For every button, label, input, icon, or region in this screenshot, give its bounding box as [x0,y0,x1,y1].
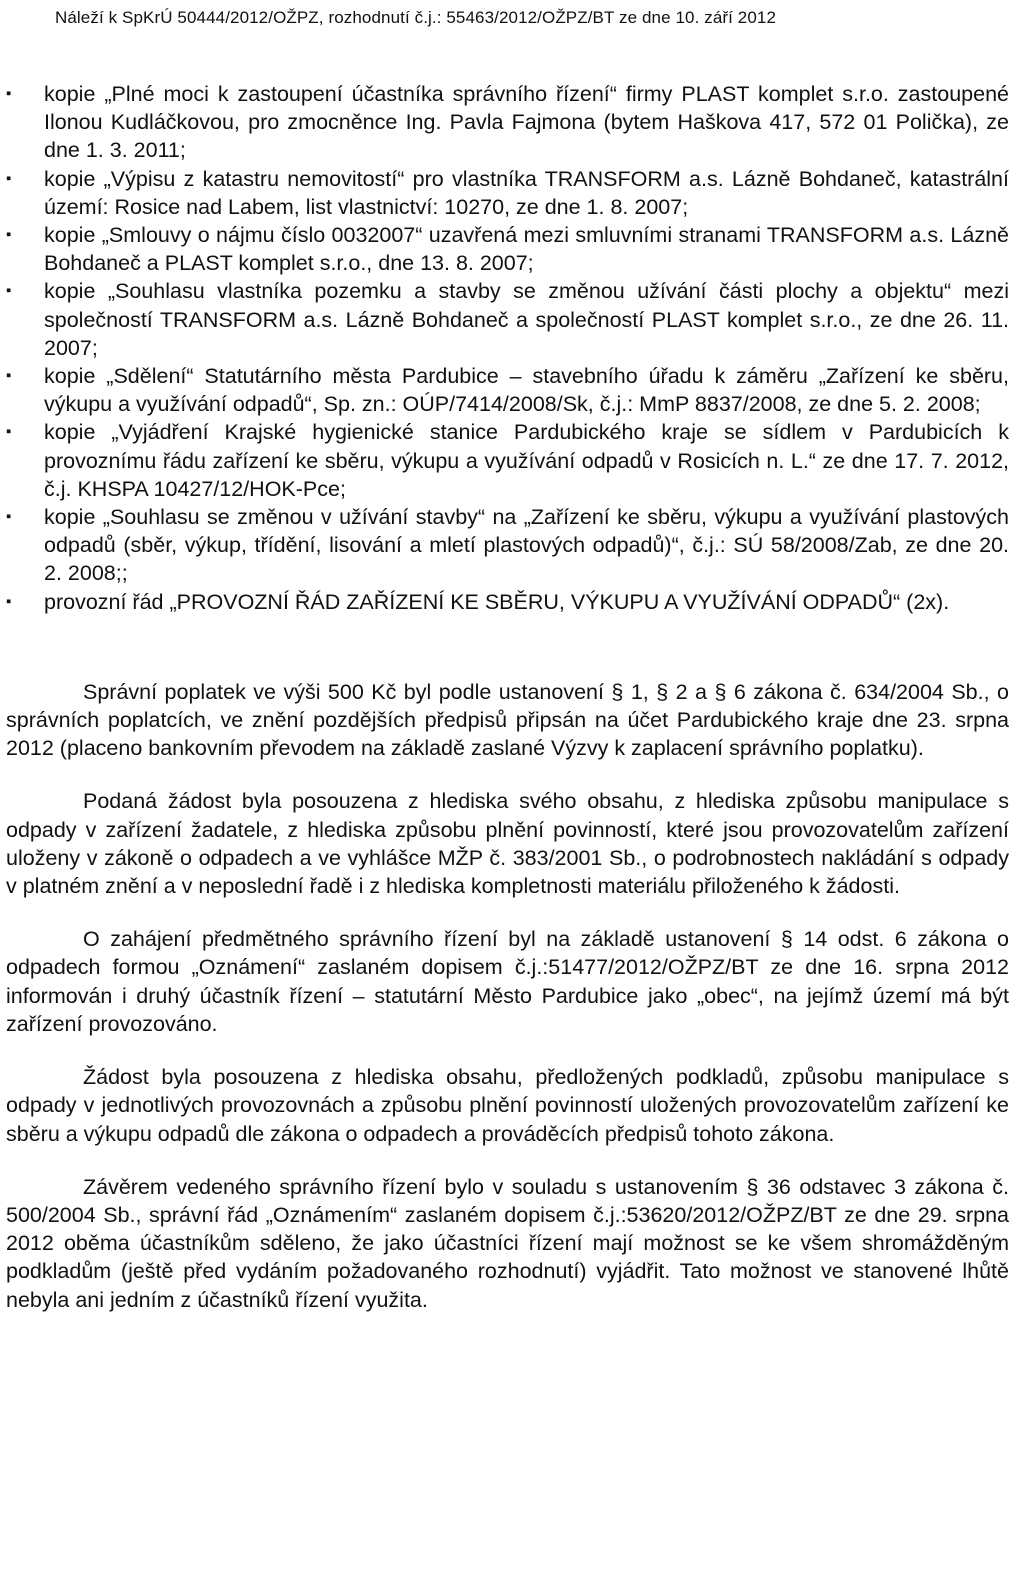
list-item-text: kopie „Souhlasu se změnou v užívání stavby“ na „Zařízení ke sběru, výkupu a využívání plastových odpadů (sběr, výkup, třídění, lisování a mletí plastových odpadů)“, č.j.: SÚ 58/2008/Zab, ze dne 20. 2. 2008;; [44,505,1009,586]
paragraph-fee: Správní poplatek ve výši 500 Kč byl podle ustanovení § 1, § 2 a § 6 zákona č. 634/2004 Sb., o správních poplatcích, ve znění pozdějších předpisů připsán na účet Pardubického kraje dne 23. srpna 2012 (placeno bankovním převodem na základě zaslané Výzvy k zaplacení správního poplatku). [6,679,1009,761]
bullet-icon: ▪ [6,592,12,610]
list-item [6,165,1009,221]
list-item [6,80,1009,165]
paragraph-commencement: O zahájení předmětného správního řízení byl na základě ustanovení § 14 odst. 6 zákona o odpadech formou „Oznámení“ zaslaném dopisem č.j.:51477/2012/OŽPZ/BT ze dne 16. srpna 2012 informován i druhý účastník řízení – statutární Město Pardubice jako „obec“, na jejímž území má být zařízení provozováno. [6,927,1009,1036]
attachment-list [6,80,1009,616]
list-item [6,221,1009,277]
list-item-text: provozní řád „PROVOZNÍ ŘÁD ZAŘÍZENÍ KE SBĚRU, VÝKUPU A VYUŽÍVÁNÍ ODPADŮ“ (2x). [44,589,950,614]
list-item-text: kopie „Sdělení“ Statutárního města Pardubice – stavebního úřadu k záměru „Zařízení ke sběru, výkupu a využívání odpadů“, Sp. zn.: OÚP/7414/2008/Sk, č.j.: MmP 8837/2008, ze dne 5. 2. 2008; [44,364,1009,417]
paragraph-evaluation: Žádost byla posouzena z hlediska obsahu, předložených podkladů, způsobu manipulace s odpady v jednotlivých provozovnách a způsobu plnění povinností uložených provozovatelům zařízení ke sběru a výkupu odpadů dle zákona o odpadech a prováděcích předpisů tohoto zákona. [6,1065,1009,1146]
document-body [6,80,1009,1314]
bullet-icon: ▪ [6,367,12,385]
paragraph-assessment: Podaná žádost byla posouzena z hlediska svého obsahu, z hlediska způsobu manipulace s odpady v zařízení žadatele, z hlediska způsobu plnění povinností, které jsou provozovatelům zařízení uloženy v zákoně o odpadech a ve vyhlášce MŽP č. 383/2001 Sb., o podrobnostech nakládání s odpady v platném znění a v neposlední řadě i z hlediska kompletnosti materiálu přiloženého k žádosti. [6,789,1009,899]
bullet-icon: ▪ [6,226,12,244]
list-item-text: kopie „Souhlasu vlastníka pozemku a stavby se změnou užívání části plochy a objektu“ mezi společností TRANSFORM a.s. Lázně Bohdaneč a společností PLAST komplet s.r.o., ze dne 26. 11. 2007; [44,279,1009,360]
list-item [6,277,1009,362]
page-header: Náleží k SpKrÚ 50444/2012/OŽPZ, rozhodnutí č.j.: 55463/2012/OŽPZ/BT ze dne 10. září 2012 [55,8,776,27]
bullet-icon: ▪ [6,282,12,300]
list-item-text: kopie „Vyjádření Krajské hygienické stanice Pardubického kraje se sídlem v Pardubicích k provoznímu řádu zařízení ke sběru, výkupu a využívání odpadů v Rosicích n. L.“ ze dne 17. 7. 2012, č.j. KHSPA 10427/12/HOK-Pce; [44,420,1009,501]
list-item [6,588,1009,616]
list-item [6,503,1009,588]
bullet-icon: ▪ [6,85,12,102]
list-item [6,418,1009,503]
list-item-text: kopie „Výpisu z katastru nemovitostí“ pro vlastníka TRANSFORM a.s. Lázně Bohdaneč, katastrální území: Rosice nad Labem, list vlastnictví: 10270, ze dne 1. 8. 2007; [44,166,1009,219]
list-item-text: kopie „Smlouvy o nájmu číslo 0032007“ uzavřená mezi smluvními stranami TRANSFORM a.s. Lázně Bohdaneč a PLAST komplet s.r.o., dne 13. 8. 2007; [44,223,1009,276]
list-item [6,362,1009,418]
paragraph-conclusion: Závěrem vedeného správního řízení bylo v souladu s ustanovením § 36 odstavec 3 zákona č. 500/2004 Sb., správní řád „Oznámením“ zaslaném dopisem č.j.:53620/2012/OŽPZ/BT ze dne 29. srpna 2012 oběma účastníkům sděleno, že jako účastníci řízení mají možnost se ke všem shromážděným podkladům (ještě před vydáním požadovaného rozhodnutí) vyjádřit. Tato možnost ve stanovené lhůtě nebyla ani jedním z účastníků řízení využita. [6,1174,1009,1312]
list-item-text: kopie „Plné moci k zastoupení účastníka správního řízení“ firmy PLAST komplet s.r.o. zastoupené Ilonou Kudláčkovou, pro zmocněnce Ing. Pavla Fajmona (bytem Haškova 417, 572 01 Polička), ze dne 1. 3. 2011; [44,82,1009,163]
bullet-icon: ▪ [6,508,12,526]
bullet-icon: ▪ [6,169,12,187]
bullet-icon: ▪ [6,423,12,441]
